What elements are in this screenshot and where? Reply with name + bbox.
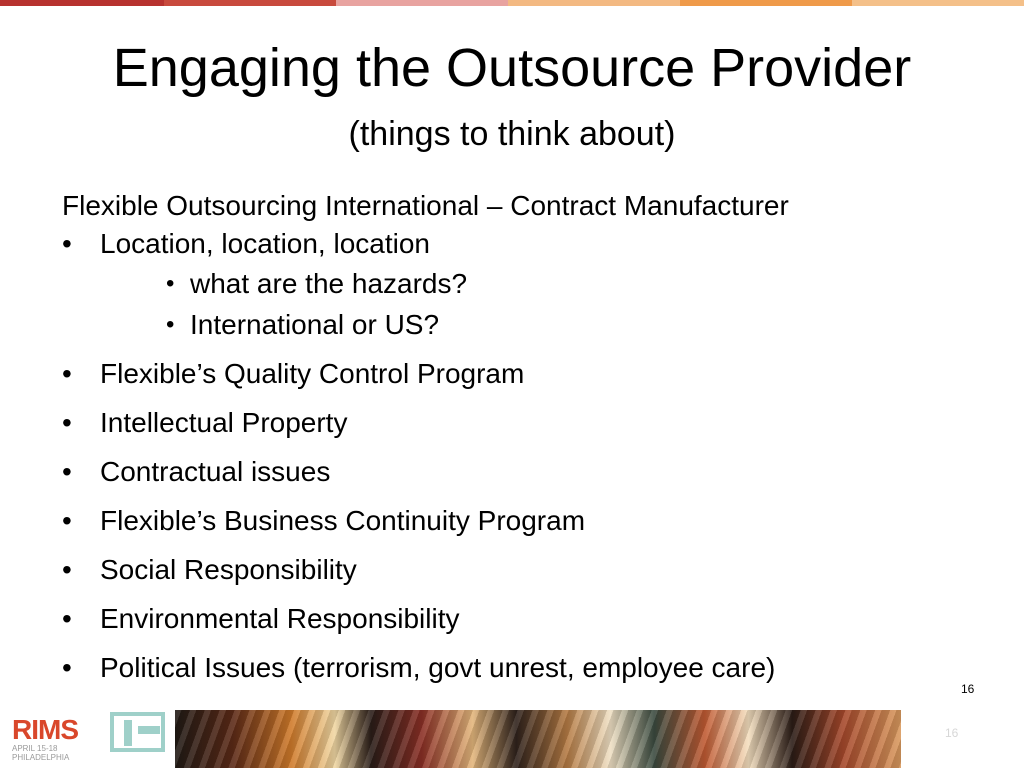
slide-subtitle: (things to think about) (348, 115, 676, 153)
bullet-item (62, 552, 962, 601)
rims-logo (0, 710, 175, 768)
bullet-icon: • (166, 270, 175, 297)
slide-title: Engaging the Outsource Provider (112, 38, 912, 98)
bullet-text: Flexible’s Business Continuity Program (100, 505, 586, 536)
bullet-icon: • (62, 652, 72, 683)
bullet-icon: • (62, 554, 72, 585)
bullet-list (62, 226, 962, 699)
strip-segment (508, 0, 680, 6)
bullet-text: Political Issues (terrorism, govt unrest, employee care) (100, 652, 776, 683)
page-number: 16 (961, 682, 975, 696)
bullet-text: Intellectual Property (100, 407, 348, 438)
bullet-icon: • (62, 358, 72, 389)
bullet-item (62, 405, 962, 454)
bullet-item (62, 226, 962, 266)
strip-segment (164, 0, 336, 6)
bullet-icon: • (62, 505, 72, 536)
bullet-text: Social Responsibility (100, 554, 357, 585)
sub-bullet-item (62, 307, 962, 356)
bullet-item (62, 601, 962, 650)
logo-place-line: PHILADELPHIA (12, 753, 70, 762)
strip-segment (0, 0, 164, 6)
lead-text: Flexible Outsourcing International – Contract Manufacturer (62, 190, 789, 221)
strip-segment (852, 0, 1024, 6)
bullet-text: Location, location, location (100, 228, 430, 259)
logo-date-line: APRIL 15-18 (12, 744, 58, 753)
bullet-item (62, 503, 962, 552)
footer-right-panel (901, 710, 1024, 768)
bullet-item (62, 356, 962, 405)
bullet-item (62, 454, 962, 503)
bullet-icon: • (62, 456, 72, 487)
logo-number-mark (110, 712, 165, 752)
logo-text: RIMS (12, 714, 78, 745)
top-color-strip (0, 0, 1024, 6)
strip-segment (336, 0, 508, 6)
sub-bullet-item (62, 266, 962, 307)
bullet-item (62, 650, 962, 699)
bullet-text: Contractual issues (100, 456, 331, 487)
footer-photo (175, 710, 901, 768)
strip-segment (680, 0, 852, 6)
bullet-text: International or US? (190, 309, 440, 340)
bullet-text: what are the hazards? (190, 268, 468, 299)
bullet-icon: • (62, 228, 72, 259)
bullet-text: Flexible’s Quality Control Program (100, 358, 525, 389)
faint-page-number: 16 (945, 726, 959, 740)
logo-date (12, 744, 69, 762)
footer-band (0, 710, 1024, 768)
bullet-text: Environmental Responsibility (100, 603, 460, 634)
bullet-icon: • (62, 407, 72, 438)
bullet-icon: • (62, 603, 72, 634)
bullet-icon: • (166, 311, 175, 338)
